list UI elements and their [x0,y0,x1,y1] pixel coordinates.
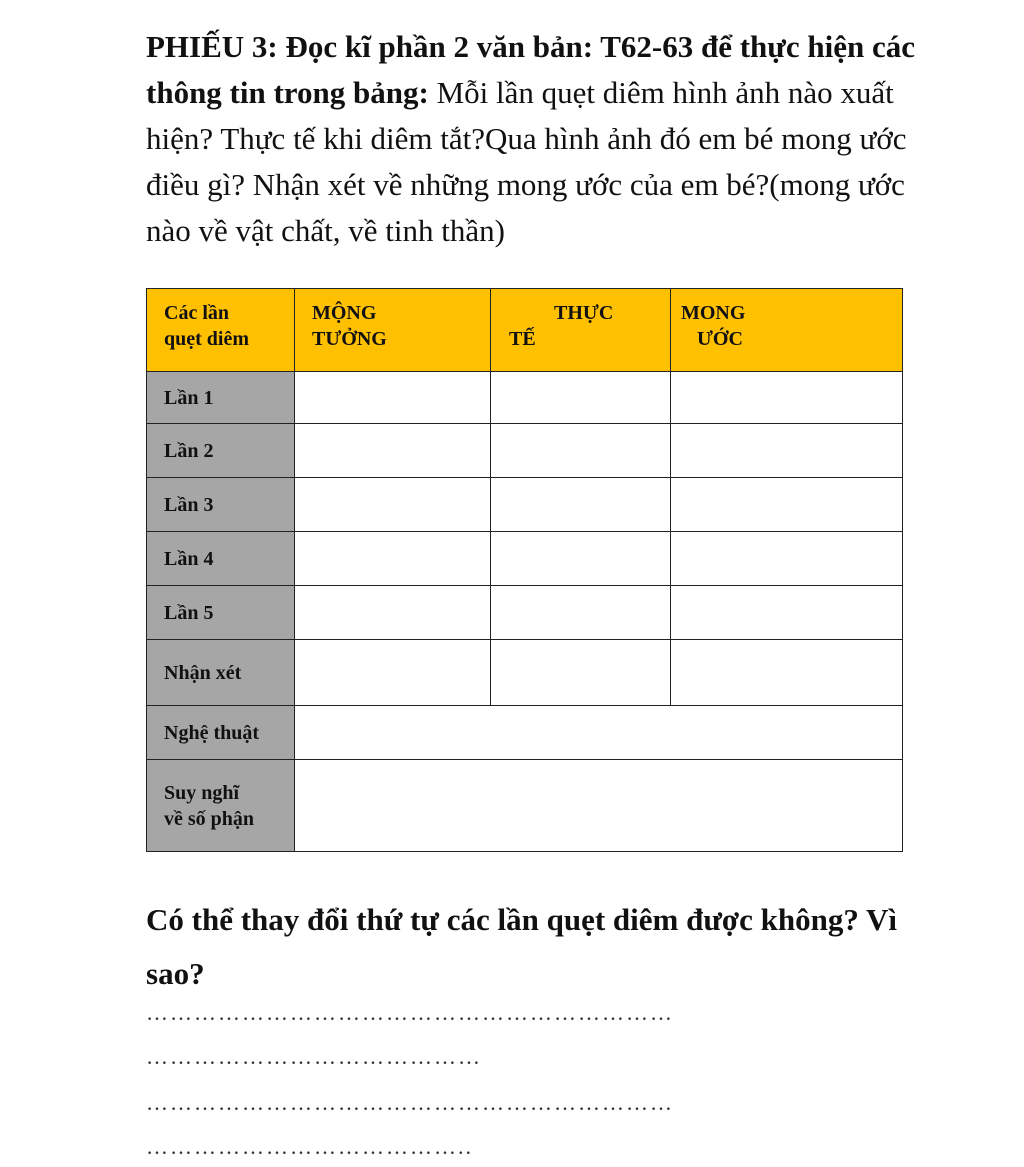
cell-mong-uoc-3[interactable] [671,478,903,532]
table-row [147,532,903,586]
cell-mong-tuong-5[interactable] [295,586,491,640]
instruction-text [146,24,926,254]
header-mong-tuong-line2: TƯỞNG [312,328,387,350]
cell-thuc-te-nhan-xet[interactable] [491,640,671,706]
row-label-nghe-thuat: Nghệ thuật [147,706,295,760]
row-label-nhan-xet: Nhận xét [147,640,295,706]
header-cac-lan-line1: Các lần [164,302,229,324]
header-mong-tuong-line1: MỘNG [312,302,377,324]
row-label-lan-5: Lần 5 [147,586,295,640]
cell-mong-tuong-1[interactable] [295,372,491,424]
answer-line-2[interactable]: …………………………………… [146,1044,482,1069]
row-label-lan-3: Lần 3 [147,478,295,532]
answer-line-3[interactable]: ………………………………………………………… [146,1090,674,1115]
table-row [147,640,903,706]
header-thuc-te [491,289,671,372]
cell-mong-tuong-2[interactable] [295,424,491,478]
header-thuc-te-line2: TẾ [509,328,536,350]
cell-mong-tuong-3[interactable] [295,478,491,532]
header-mong-uoc-line1: MONG [681,302,746,324]
cell-mong-tuong-4[interactable] [295,532,491,586]
match-strike-table [146,288,903,852]
answer-line-1[interactable]: ………………………………………………………… [146,1000,674,1025]
header-mong-uoc-line2: ƯỚC [697,328,743,350]
cell-mong-tuong-nhan-xet[interactable] [295,640,491,706]
header-mong-uoc [671,289,903,372]
instruction-body: Mỗi lần quẹt diêm hình ảnh nào xuất hiện? Thực tế khi diêm tắt?Qua hình ảnh đó em bé mong ước điều gì? Nhận xét về những mong ước của em bé?(mong ước nào về vật chất, về tinh thần) [146,75,907,248]
table-row [147,478,903,532]
cell-thuc-te-2[interactable] [491,424,671,478]
row-label-lan-2: Lần 2 [147,424,295,478]
cell-thuc-te-4[interactable] [491,532,671,586]
cell-suy-nghi[interactable] [295,760,903,852]
instruction-heading: PHIẾU 3: Đọc kĩ phần 2 văn bản: T62-63 để thực hiện các thông tin trong bảng: [146,29,916,110]
cell-thuc-te-1[interactable] [491,372,671,424]
table-row [147,372,903,424]
cell-mong-uoc-5[interactable] [671,586,903,640]
cell-mong-uoc-1[interactable] [671,372,903,424]
answer-line-4[interactable]: ………………………………….. [146,1134,473,1159]
row-label-suy-nghi-line1: Suy nghĩ [164,781,240,804]
cell-thuc-te-3[interactable] [491,478,671,532]
cell-nghe-thuat[interactable] [295,706,903,760]
row-label-lan-1: Lần 1 [147,372,295,424]
cell-mong-uoc-2[interactable] [671,424,903,478]
table-row [147,760,903,852]
table-row [147,706,903,760]
table-row [147,424,903,478]
table-row [147,586,903,640]
row-label-suy-nghi-line2: về số phận [164,807,255,830]
header-cac-lan-line2: quẹt diêm [164,328,249,350]
header-mong-tuong [295,289,491,372]
cell-mong-uoc-nhan-xet[interactable] [671,640,903,706]
header-thuc-te-line1: THỰC [554,302,614,324]
row-label-lan-4: Lần 4 [147,532,295,586]
cell-mong-uoc-4[interactable] [671,532,903,586]
header-cac-lan [147,289,295,372]
cell-thuc-te-5[interactable] [491,586,671,640]
table-header-row [147,289,903,372]
question-text: Có thể thay đổi thứ tự các lần quẹt diêm được không? Vì sao? [146,902,898,991]
row-label-suy-nghi [147,760,295,852]
